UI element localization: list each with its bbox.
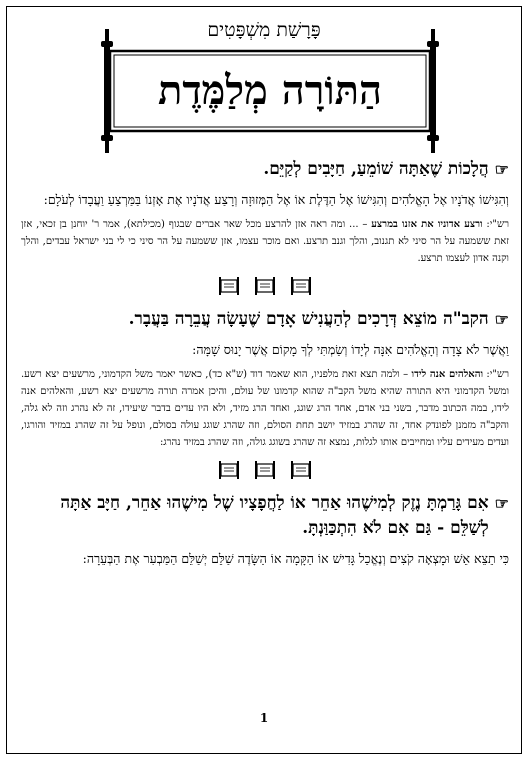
verse: וַאֲשֶׁר לֹא צָדָה וְהָאֱלֹהִים אִנָּה לְיָדוֹ וְשַׂמְתִּי לְךָ מָקוֹם אֲשֶׁר יָנוּס שָׁמָּה: — [192, 342, 509, 357]
torah-scroll-icon — [289, 461, 313, 479]
rashi-text: – ... ומה ראה אזן להרצע מכל שאר אברים שבגוף (מכילתא), אמר ר' יוחנן בן זכאי, אזן זאת ששמעה על הר סיני לא תגנוב, והלך וגנב תרצע. ואם מוכר עצמו, אזן ששמעה על הר סיני כי לי בני ישראל עבדים, והלך וקנה אדון לעצמו תרצע. — [21, 219, 509, 264]
hand-pointing-icon: ☞ — [494, 310, 509, 329]
section-heading-text: אִם גָּרַמְתָּ נֶזֶק לְמִישֶׁהוּ אַחֵר אוֹ לַחֲפָצָיו שֶׁל מִישֶׁהוּ אַחֵר, חַיָּב אַתָּה לְשַׁלֵּם - גַּם אִם לֹא הִתְכַּוַּנְתָּ. — [60, 493, 489, 538]
separator — [21, 461, 509, 479]
rashi-label: והאלהים אנה לידו — [411, 369, 484, 380]
torah-scroll-icon — [217, 277, 241, 295]
torah-scroll-banner — [99, 27, 441, 155]
hand-pointing-icon: ☞ — [494, 160, 509, 179]
main-content — [21, 157, 509, 575]
verse: וְהִגִּישׁוֹ אֲדֹנָיו אֶל הָאֱלֹהִים וְהִגִּישׁוֹ אֶל הַדֶּלֶת אוֹ אֶל הַמְּזוּזָה וְרָצַע אֲדֹנָיו אֶת אָזְנוֹ בַּמַּרְצֵעַ וַעֲבָדוֹ לְעֹלָם: — [43, 192, 509, 207]
rashi-commentary: רש"י: והאלהים אנה לידו – ולמה תצא זאת מלפניו, הוא שאמר דוד (ש"א כד), כאשר יאמר משל הקדמוני, מרשעים יצא רשע. ומשל הקדמוני היא התורה שהיא משל הקב"ה שהוא קדמונו של עולם, והיכן אמרה תורה מרשעים יצא רשע, והאלהים אנה לידו, במה הכתוב מדבר, בשני בני אדם, אחד הרג שוגג, ואחד הרג מזיד, ולא היו עדים בדבר שיעידו, זה לא נהרג וזה לא גלה, והקב"ה מזמנן לפונדק אחד, זה שהרג במזיד יושב תחת הסולם, וזה שהרג שוגג עולה בסולם, ונופל על זה שהרג במזיד והורגו, ועדים מעידים עליו ומחייבים אותו לגלות, נמצא זה שהרג בשוגג גולה, וזה שהרג במזיד נהרג: — [21, 369, 509, 448]
scroll-title: הַתּוֹרָה מְלַמֶּדֶת — [158, 66, 382, 114]
section-heading-text: הקב"ה מוֹצֵא דְּרָכִים לְהַעֲנִישׁ אָדָם שֶׁעָשָׂה עֲבֵרָה בַּעֲבָר. — [128, 309, 489, 329]
torah-scroll-icon — [289, 277, 313, 295]
page — [6, 6, 522, 754]
section-heading-text: הֲלָכוֹת שֶׁאַתָּה שׁוֹמֵעַ, חַיָּבִים לְקַיֵּם. — [263, 159, 489, 179]
section-heading — [21, 307, 509, 332]
section-heading — [21, 157, 509, 182]
rashi-commentary: רש"י: ורצע אדוניו את אזנו במרצע – ... ומה ראה אזן להרצע מכל שאר אברים שבגוף (מכילתא), אמר ר' יוחנן בן זכאי, אזן זאת ששמעה על הר סיני לא תגנוב, והלך וגנב תרצע. ואם מוכר עצמו, אזן ששמעה על הר סיני כי לי בני ישראל עבדים, והלך וקנה אדון לעצמו תרצע. — [21, 219, 509, 264]
torah-scroll-icon — [253, 277, 277, 295]
page-number: 1 — [259, 711, 269, 725]
rashi-label: ורצע אדוניו את אזנו במרצע — [371, 219, 483, 230]
torah-scroll-icon — [217, 461, 241, 479]
separator — [21, 277, 509, 295]
hand-pointing-icon: ☞ — [494, 494, 509, 513]
parasha-name: פָּרָשַׁת מִשְׁפָּטִים — [207, 19, 321, 41]
torah-scroll-icon — [253, 461, 277, 479]
section-heading — [21, 491, 509, 541]
verse: כִּי תֵצֵא אֵשׁ וּמָצְאָה קֹצִים וְנֶאֱכַל גָּדִישׁ אוֹ הַקָּמָה אוֹ הַשָּׂדֶה שַׁלֵּם יְשַׁלֵּם הַמַּבְעִר אֶת הַבְּעֵרָה: — [82, 551, 509, 566]
rashi-text: – ולמה תצא זאת מלפניו, הוא שאמר דוד (ש"א כד), כאשר יאמר משל הקדמוני, מרשעים יצא רשע. ומשל הקדמוני היא התורה שהיא משל הקב"ה שהוא קדמונו של עולם, והיכן אמרה תורה מרשעים יצא רשע, והאלהים אנה לידו, במה הכתוב מדבר, בשני בני אדם, אחד הרג שוגג, ואחד הרג מזיד, ולא היו עדים בדבר שיעידו, זה לא נהרג וזה לא גלה, והקב"ה מזמנן לפונדק אחד, זה שהרג במזיד יושב תחת הסולם, וזה שהרג שוגג עולה בסולם, ונופל על זה שהרג במזיד והורגו, ועדים מעידים עליו ומחייבים אותו לגלות, נמצא זה שהרג בשוגג גולה, וזה שהרג במזיד נהרג: — [21, 369, 509, 448]
